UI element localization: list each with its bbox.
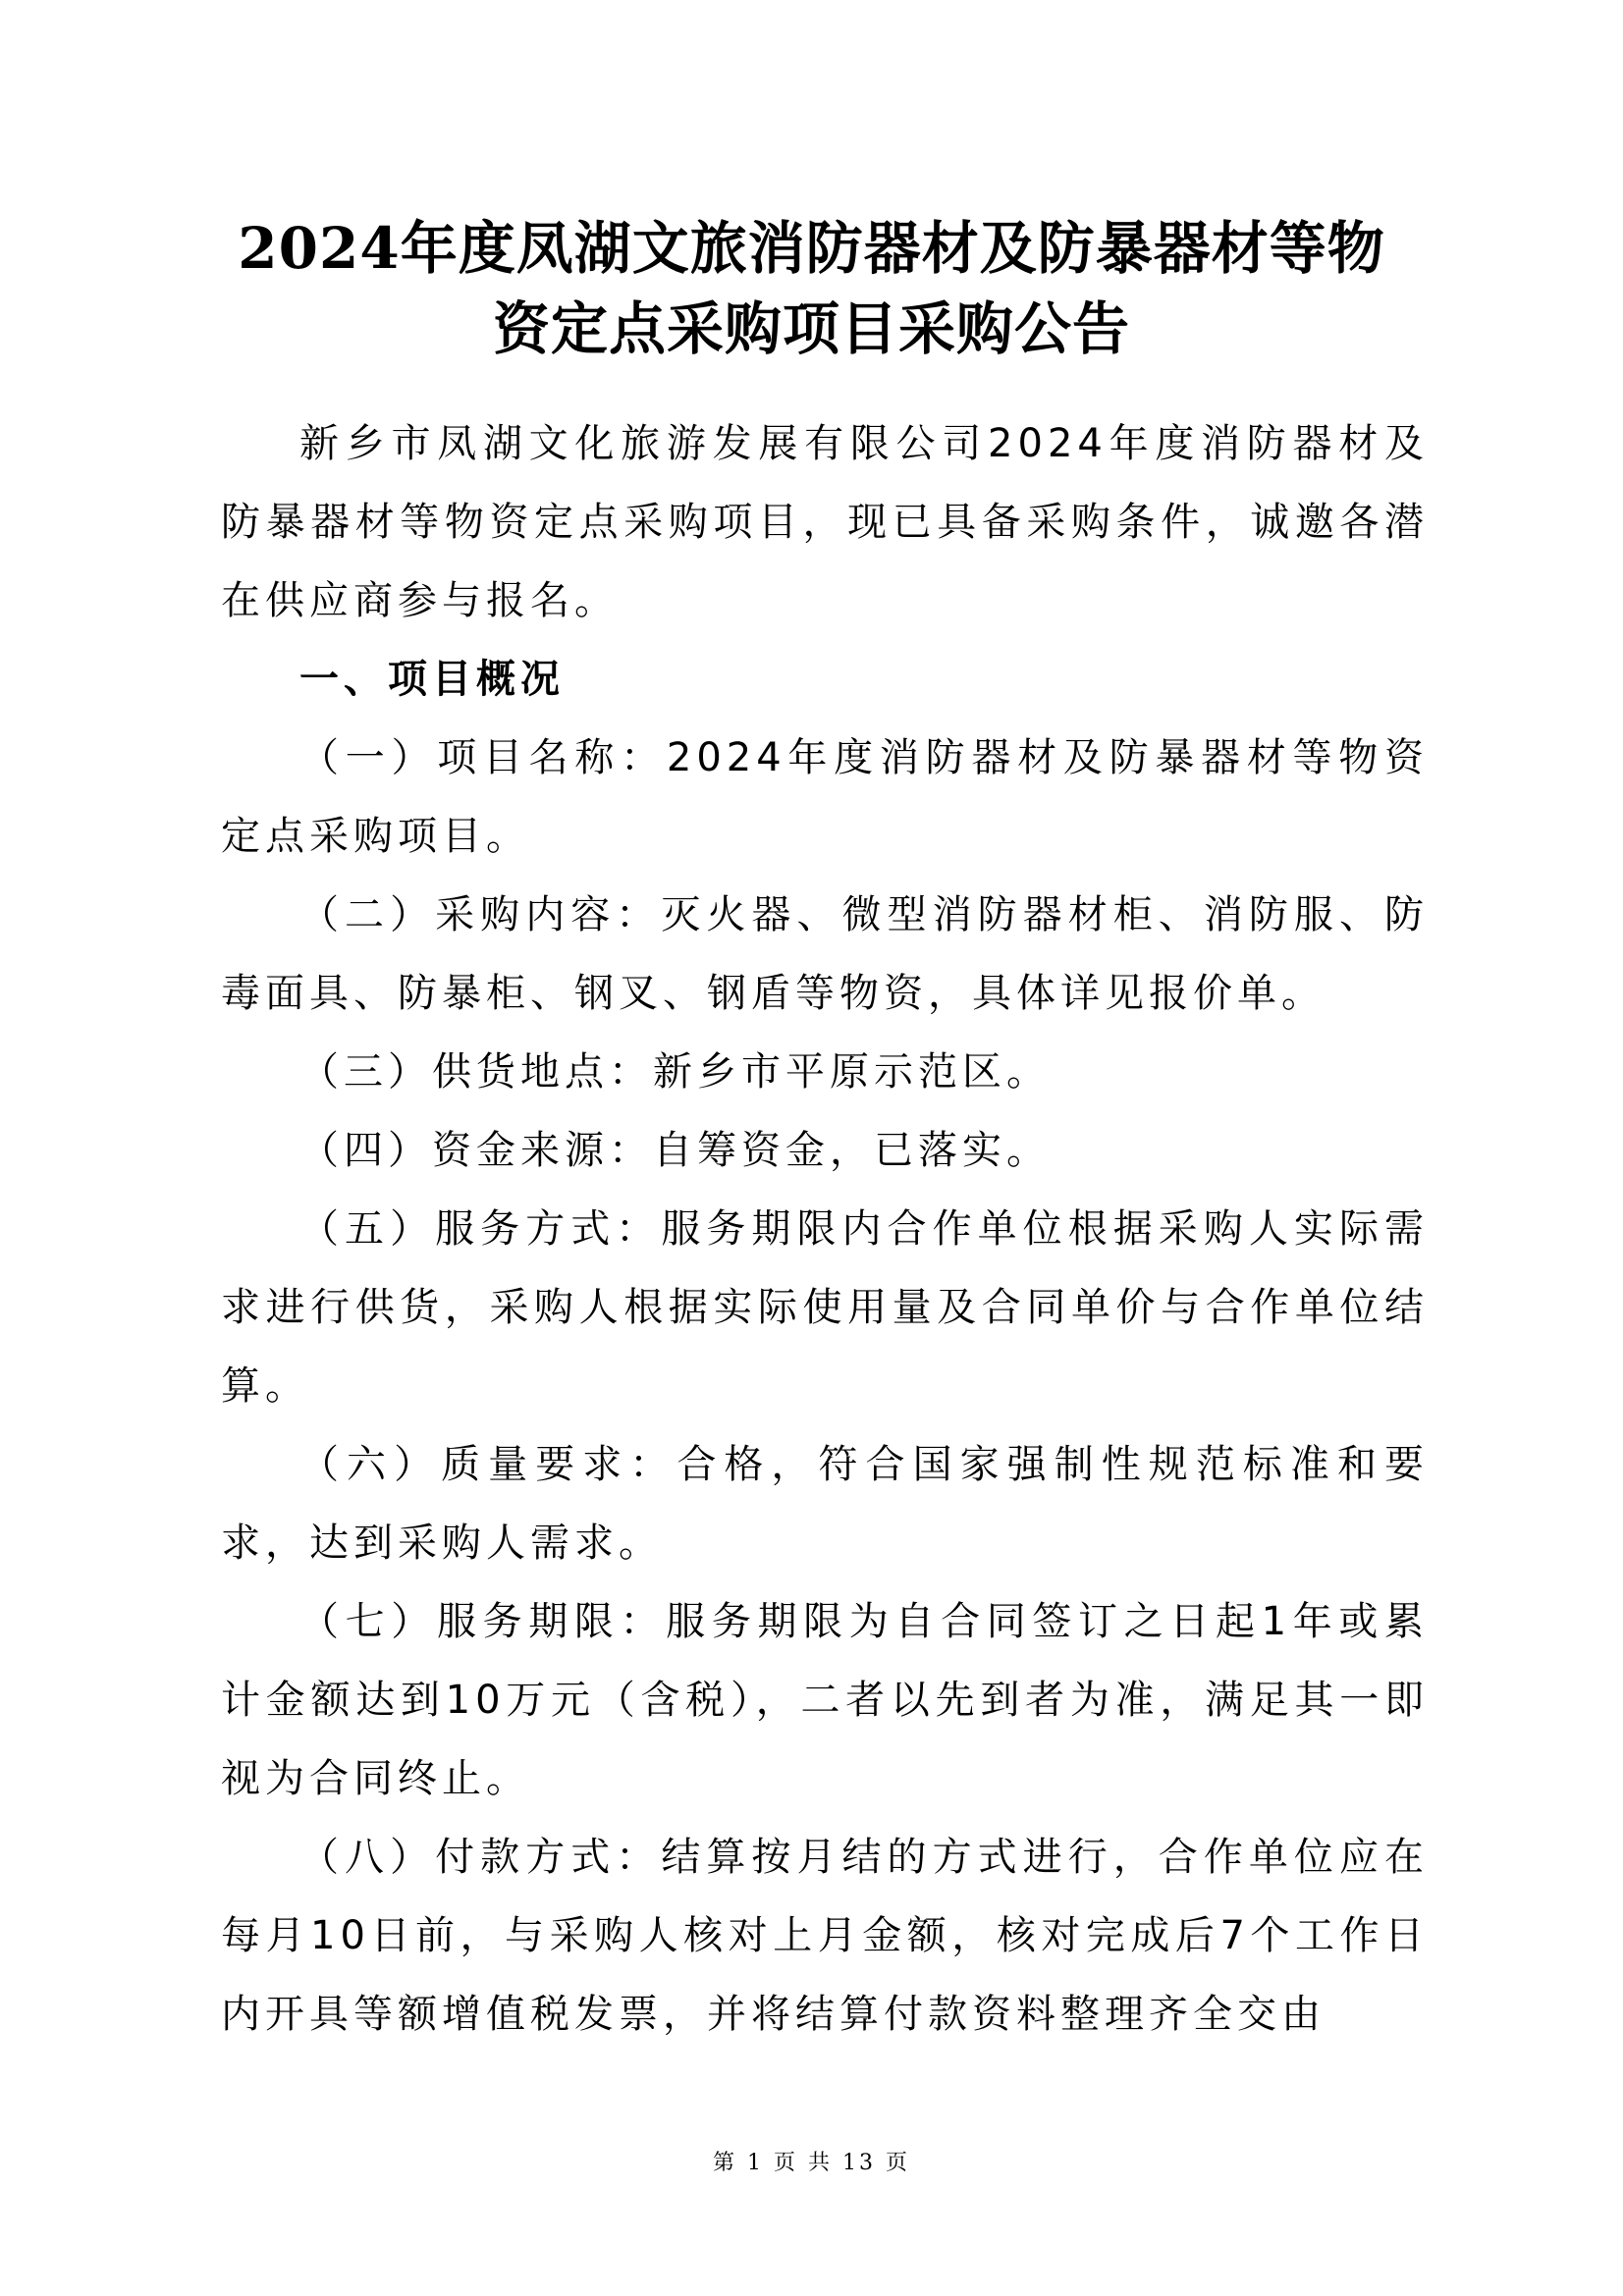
title-line-2: 资定点采购项目采购公告 <box>492 295 1130 362</box>
item-service-period: （七）服务期限：服务期限为自合同签订之日起1年或累计金额达到10万元（含税），二者以先到者为准，满足其一即视为合同终止。 <box>221 1599 1429 1801</box>
footer-current-page: 1 <box>746 2151 764 2175</box>
title-line-1: 2024年度凤湖文旅消防器材及防暴器材等物 <box>238 215 1385 282</box>
page-footer <box>0 2146 1623 2176</box>
footer-label-ye2: 页 <box>886 2151 911 2175</box>
footer-total-pages: 13 <box>842 2151 877 2175</box>
document-body <box>221 404 1429 2054</box>
item-funding-source: （四）资金来源：自筹资金，已落实。 <box>299 1128 1051 1173</box>
footer-label-gong: 共 <box>808 2151 834 2175</box>
document-title <box>147 208 1476 369</box>
footer-label-di: 第 <box>712 2151 737 2175</box>
item-procurement-content: （二）采购内容：灭火器、微型消防器材柜、消防服、防毒面具、防暴柜、钢叉、钢盾等物资，具体详见报价单。 <box>221 892 1429 1016</box>
item-quality-requirement: （六）质量要求：合格，符合国家强制性规范标准和要求，达到采购人需求。 <box>221 1442 1429 1566</box>
item-payment-method: （八）付款方式：结算按月结的方式进行，合作单位应在每月10日前，与采购人核对上月金额，核对完成后7个工作日内开具等额增值税发票，并将结算付款资料整理齐全交由 <box>221 1835 1429 2037</box>
item-project-name: （一）项目名称：2024年度消防器材及防暴器材等物资定点采购项目。 <box>221 735 1429 859</box>
intro-paragraph: 新乡市凤湖文化旅游发展有限公司2024年度消防器材及防暴器材等物资定点采购项目，现已具备采购条件，诚邀各潜在供应商参与报名。 <box>221 421 1429 623</box>
section-heading: 一、项目概况 <box>299 657 565 702</box>
footer-label-ye: 页 <box>773 2151 798 2175</box>
item-delivery-location: （三）供货地点：新乡市平原示范区。 <box>299 1049 1051 1095</box>
item-service-mode: （五）服务方式：服务期限内合作单位根据采购人实际需求进行供货，采购人根据实际使用量及合同单价与合作单位结算。 <box>221 1206 1429 1409</box>
